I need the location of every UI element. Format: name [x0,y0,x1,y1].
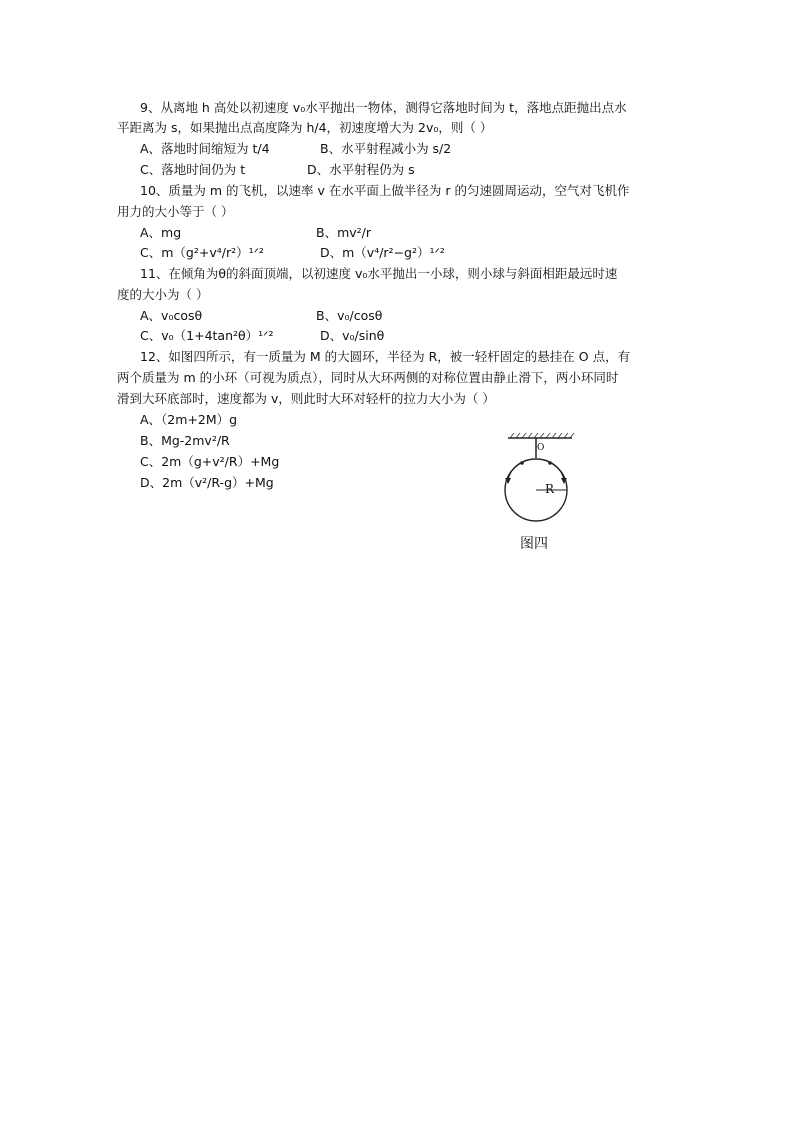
q11-option-c: C、v₀（1+4tan²θ）¹ᐟ² [140,328,274,343]
q11-option-b: B、v₀/cosθ [316,308,383,323]
q9-option-b: B、水平射程减小为 s/2 [320,141,452,156]
arrow-right-path [553,464,564,480]
figure-caption: 图四 [520,536,548,552]
q9-line2: 平距离为 s，如果抛出点高度降为 h/4，初速度增大为 2v₀，则（ ） [117,120,493,135]
q12-line3: 滑到大环底部时，速度都为 v，则此时大环对轻杆的拉力大小为（ ） [117,391,495,406]
q10-line1: 10、质量为 m 的飞机，以速率 v 在水平面上做半径为 r 的匀速圆周运动，空气对飞机作 [140,183,630,198]
q11-option-d: D、v₀/sinθ [320,328,385,343]
label-o: O [537,443,545,453]
arrow-left-path [508,464,519,480]
q12-line1: 12、如图四所示，有一质量为 M 的大圆环，半径为 R，被一轻杆固定的悬挂在 O 点，有 [140,349,631,364]
q12-option-c: C、2m（g+v²/R）+Mg [140,454,280,469]
q12-option-d: D、2m（v²/R-g）+Mg [140,475,274,490]
label-r: R [545,482,555,496]
q11-line2: 度的大小为（ ） [117,287,209,302]
q12-option-a: A、（2m+2M）g [140,412,238,427]
small-ring-right [548,461,552,465]
q10-option-b: B、mv²/r [316,225,372,240]
q11-line1: 11、在倾角为θ的斜面顶端，以初速度 v₀水平抛出一小球，则小球与斜面相距最远时速 [140,266,618,281]
small-ring-left [520,461,524,465]
q12-option-b: B、Mg-2mv²/R [140,433,230,448]
q9-option-d: D、水平射程仍为 s [307,162,415,177]
q10-line2: 用力的大小等于（ ） [117,204,234,219]
q10-option-d: D、m（v⁴/r²−g²）¹ᐟ² [320,245,445,260]
q10-option-a: A、mg [140,225,182,240]
q10-option-c: C、m（g²+v⁴/r²）¹ᐟ² [140,245,264,260]
q9-option-a: A、落地时间缩短为 t/4 [140,141,270,156]
q9-line1: 9、从离地 h 高处以初速度 v₀水平抛出一物体，测得它落地时间为 t，落地点距抛出点水 [140,100,627,115]
q11-option-a: A、v₀cosθ [140,308,203,323]
q12-line2: 两个质量为 m 的小环（可视为质点），同时从大环两侧的对称位置由静止滑下，两小环同时 [117,370,619,385]
figure-ring-diagram [500,430,590,555]
q9-option-c: C、落地时间仍为 t [140,162,246,177]
